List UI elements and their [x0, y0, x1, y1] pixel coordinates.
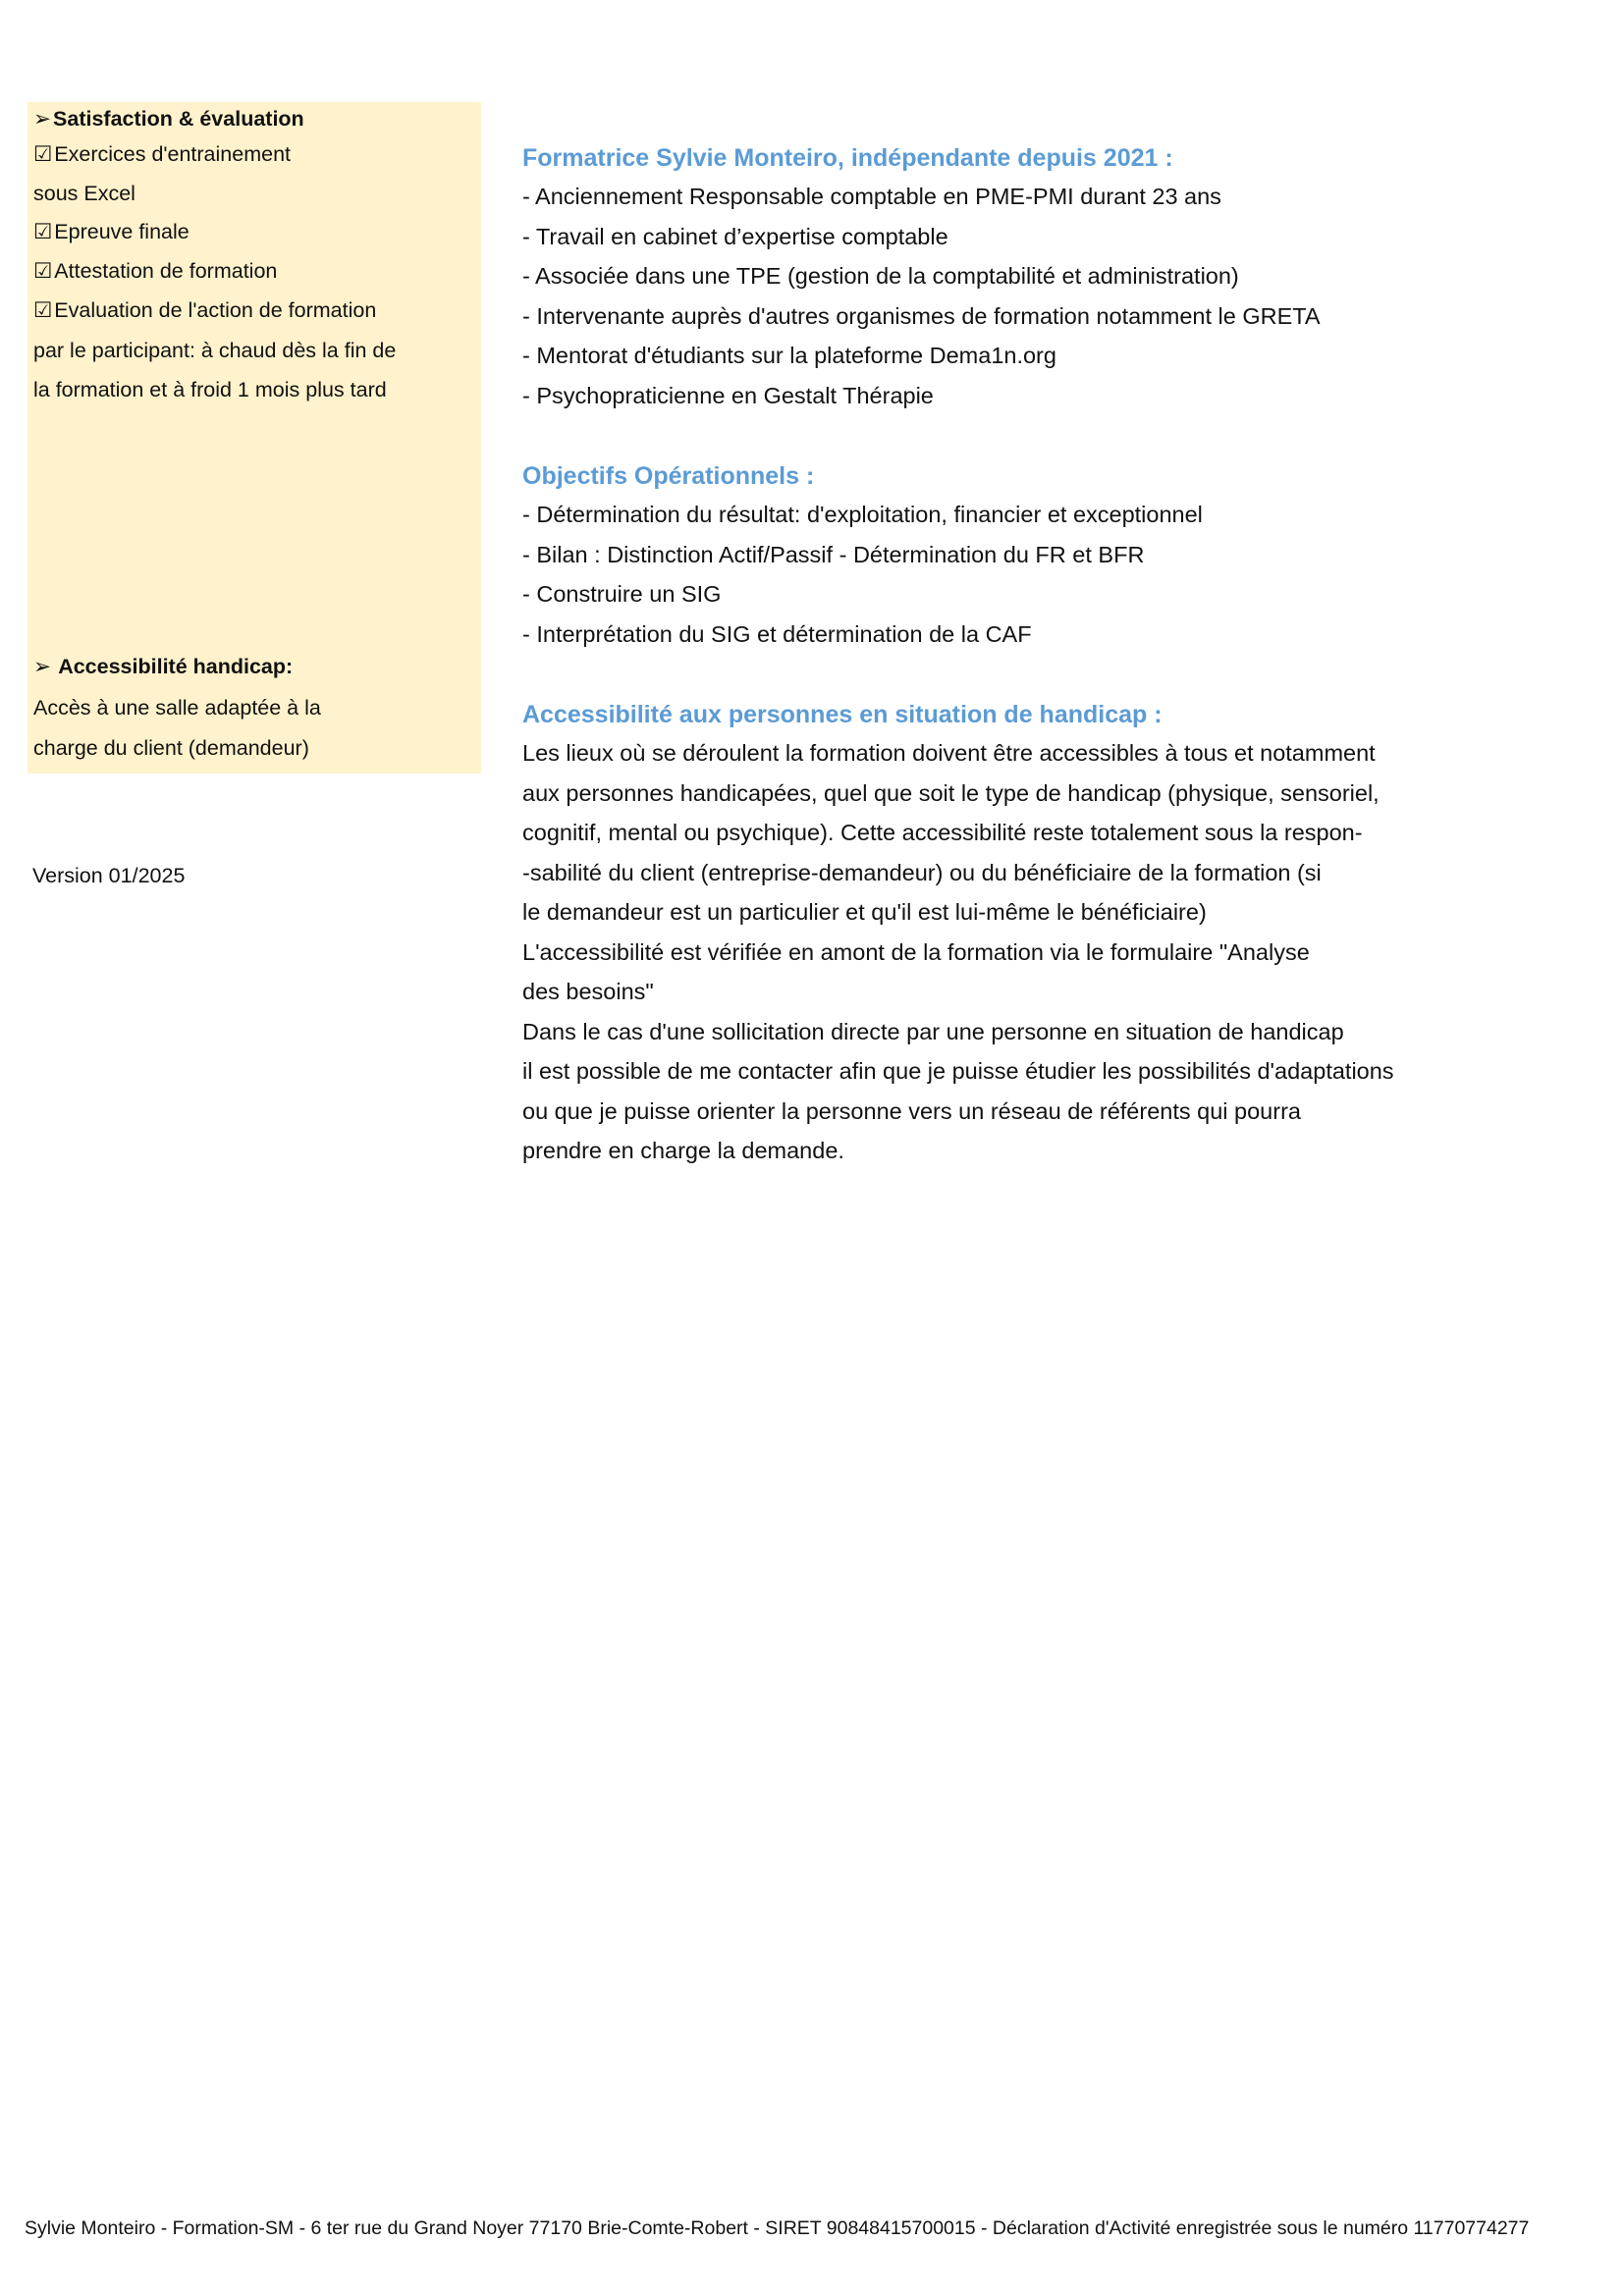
sidebar-check-item: ☑Epreuve finale — [33, 220, 189, 243]
accessibilite-line: aux personnes handicapées, quel que soit le type de handicap (physique, sensoriel, — [522, 780, 1380, 806]
formatrice-line: - Intervenante auprès d'autres organismes de formation notamment le GRETA — [522, 303, 1321, 329]
sidebar-item-continuation: par le participant: à chaud dès la fin de — [33, 339, 397, 362]
checkbox-checked-icon: ☑ — [33, 298, 53, 322]
sidebar-section-satisfaction-title: ➢Satisfaction & évaluation — [33, 107, 304, 131]
page-footer: Sylvie Monteiro - Formation-SM - 6 ter rue du Grand Noyer 77170 Brie-Comte-Robert - SIRET 90848415700015 - Déclaration d'Activité enregistrée sous le numéro 11770774277 — [25, 2217, 1530, 2239]
formatrice-line: - Mentorat d'étudiants sur la plateforme Dema1n.org — [522, 343, 1056, 368]
sidebar-panel — [27, 102, 481, 774]
objectifs-line: - Construire un SIG — [522, 581, 722, 607]
accessibilite-line: Dans le cas d'une sollicitation directe par une personne en situation de handicap — [522, 1019, 1344, 1044]
arrow-icon: ➢ — [33, 107, 52, 131]
objectifs-heading: Objectifs Opérationnels : — [522, 462, 815, 490]
sidebar-section-accessibility-title: ➢ Accessibilité handicap: — [33, 655, 294, 678]
accessibilite-line: -sabilité du client (entreprise-demandeur) ou du bénéficiaire de la formation (si — [522, 860, 1322, 885]
formatrice-heading: Formatrice Sylvie Monteiro, indépendante depuis 2021 : — [522, 144, 1173, 172]
sidebar-check-item: ☑Evaluation de l'action de formation — [33, 298, 377, 322]
formatrice-line: - Travail en cabinet d’expertise comptable — [522, 224, 948, 249]
accessibilite-line: il est possible de me contacter afin que je puisse étudier les possibilités d'adaptations — [522, 1058, 1394, 1084]
accessibilite-line: L'accessibilité est vérifiée en amont de la formation via le formulaire "Analyse — [522, 939, 1310, 965]
formatrice-line: - Anciennement Responsable comptable en PME-PMI durant 23 ans — [522, 184, 1221, 209]
checkbox-checked-icon: ☑ — [33, 142, 53, 166]
accessibilite-heading: Accessibilité aux personnes en situation de handicap : — [522, 701, 1163, 728]
sidebar-check-item: ☑Exercices d'entrainement — [33, 142, 292, 166]
sidebar-item-continuation: la formation et à froid 1 mois plus tard — [33, 378, 387, 401]
formatrice-line: - Associée dans une TPE (gestion de la comptabilité et administration) — [522, 263, 1239, 289]
accessibilite-line: ou que je puisse orienter la personne vers un réseau de référents qui pourra — [522, 1098, 1301, 1124]
formatrice-line: - Psychopraticienne en Gestalt Thérapie — [522, 383, 934, 408]
objectifs-line: - Interprétation du SIG et détermination de la CAF — [522, 621, 1032, 647]
objectifs-line: - Bilan : Distinction Actif/Passif - Détermination du FR et BFR — [522, 542, 1145, 567]
sidebar-check-item: ☑Attestation de formation — [33, 259, 278, 283]
objectifs-line: - Détermination du résultat: d'exploitation, financier et exceptionnel — [522, 502, 1203, 527]
checkbox-checked-icon: ☑ — [33, 259, 53, 283]
arrow-icon: ➢ — [33, 655, 52, 678]
sidebar-item-continuation: sous Excel — [33, 182, 135, 205]
accessibilite-line: Les lieux où se déroulent la formation doivent être accessibles à tous et notamment — [522, 740, 1376, 766]
accessibilite-line: des besoins" — [522, 979, 654, 1004]
accessibilite-line: le demandeur est un particulier et qu'il est lui-même le bénéficiaire) — [522, 899, 1207, 925]
accessibilite-line: prendre en charge la demande. — [522, 1138, 844, 1163]
sidebar-accessibility-text: charge du client (demandeur) — [33, 736, 309, 760]
checkbox-checked-icon: ☑ — [33, 220, 53, 243]
sidebar-accessibility-text: Accès à une salle adaptée à la — [33, 696, 321, 720]
accessibilite-line: cognitif, mental ou psychique). Cette accessibilité reste totalement sous la respon- — [522, 820, 1363, 845]
version-label: Version 01/2025 — [32, 864, 186, 887]
